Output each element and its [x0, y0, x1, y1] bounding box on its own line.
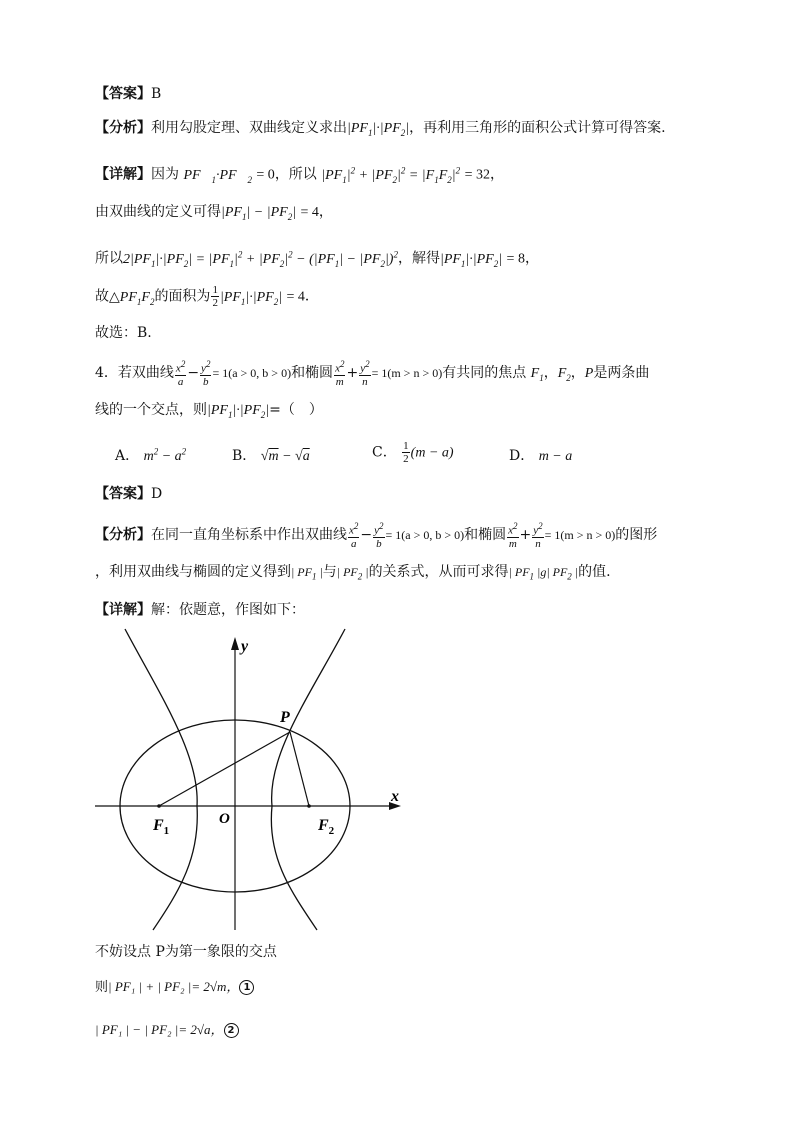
option-a[interactable]: [115, 445, 186, 465]
q4-stem-line1: 4．若双曲线 $\frac{x^2}{a}$ − $\frac{y^2}{b}$ = 1(a > 0, b > 0)和椭圆 $\frac{x^2}{m}$ + $\frac{y^2}{n}$ = 1(m > n > 0)有共同的焦点 $F_1$，$F_2$，P是两条曲: [95, 359, 650, 388]
q3-line3-eq: = 8，: [506, 251, 539, 267]
q4-number: 4．: [95, 364, 118, 381]
frac-x2a: $\frac{x^2}{a}$: [175, 359, 186, 388]
detail-label: 【详解】: [95, 166, 151, 183]
q3-line4-mid: 的面积为: [154, 288, 211, 305]
q4-eq1-pre: 则: [95, 980, 109, 995]
option-b-math: √m − √a: [260, 449, 310, 464]
q4-answer: D: [151, 486, 163, 502]
option-c[interactable]: [372, 440, 454, 465]
math-pf1: | $PF_1$ |: [291, 565, 323, 582]
label-origin: O: [219, 811, 230, 827]
analysis-label-2: 【分析】: [95, 526, 151, 543]
q4-blank: =（ ）: [269, 402, 323, 418]
q4-eq2-line: [95, 1020, 239, 1041]
q4-analysis-a: ，利用双曲线与椭圆的定义得到: [95, 564, 291, 580]
q3-line3-text: 所以: [95, 250, 123, 267]
math-pf1-pf2: $|PF_1|\cdot|PF_2|$: [347, 121, 410, 138]
label-f1: $F_1$: [153, 817, 170, 837]
circled-mark-1: 1: [239, 980, 254, 995]
q3-line2-eq: = 4，: [300, 205, 333, 220]
label-p: P: [280, 709, 290, 726]
math-q4-product: $|PF_1|\cdot|PF_2|$: [207, 403, 270, 420]
q4-analysis-line2: [95, 562, 611, 586]
q3-analysis-text: 利用勾股定理、双曲线定义求出: [151, 120, 347, 136]
q3-so: ，所以: [274, 166, 317, 183]
focus-f1-point: [157, 804, 161, 808]
math-diff: $|PF_1| - |PF_2|$: [221, 205, 297, 222]
answer-label: 【答案】: [95, 86, 151, 102]
q4-analysis-and: 和椭圆: [464, 526, 507, 543]
label-x: x: [391, 788, 399, 805]
option-a-label: A．: [115, 448, 140, 464]
q4-detail-line: [95, 600, 305, 620]
hyperbola-left-branch: [125, 629, 197, 930]
q3-answer: B: [151, 86, 162, 102]
option-c-frac: $\frac{1}{2}$: [403, 440, 409, 465]
answer-label-2: 【答案】: [95, 486, 151, 502]
q3-line4-text: 故: [95, 288, 109, 305]
y-axis-arrow: [231, 637, 239, 650]
q3-line3-solve: ，解得: [397, 250, 440, 267]
label-f2: $F_2$: [318, 817, 335, 837]
option-d-label: D．: [509, 448, 535, 464]
label-y: y: [241, 638, 249, 655]
q4-stem-pre: 若双曲线: [117, 364, 174, 381]
option-b[interactable]: [232, 445, 310, 465]
conic-figure: [95, 625, 415, 933]
frac2-y2b: $\frac{y^2}{b}$: [374, 521, 384, 550]
math-product: $|PF_1|\cdot|PF_2|$: [439, 251, 503, 269]
q3-analysis-text-end: ，再利用三角形的面积公式计算可得答案.: [409, 120, 666, 136]
math-product2: $|PF_1|\cdot|PF_2|$: [219, 289, 283, 307]
detail-label-2: 【详解】: [95, 602, 151, 618]
q3-analysis-line: [95, 118, 666, 143]
q3-answer-line: [95, 84, 161, 104]
circled-mark-2: 2: [224, 1023, 239, 1038]
q3-line2-text: 由双曲线的定义可得: [95, 204, 221, 220]
math-p: P: [584, 365, 594, 381]
q4-analysis-shape: 的图形: [615, 526, 658, 543]
q4-analysis-hyper-cond: = 1(a > 0, b > 0): [385, 527, 465, 542]
frac-x2m: $\frac{x^2}{m}$: [335, 359, 345, 388]
math-triangle: $\triangle PF_1F_2$: [109, 289, 155, 307]
frac2-x2a: $\frac{x^2}{a}$: [349, 521, 359, 550]
q4-analysis-pre: 在同一直角坐标系中作出双曲线: [151, 526, 347, 543]
analysis-label: 【分析】: [95, 120, 151, 136]
q4-analysis-c: 的关系式，从而可求得: [368, 564, 509, 580]
frac2-y2n: $\frac{y^2}{n}$: [533, 521, 543, 550]
q3-detail-line3: [95, 244, 539, 273]
q3-line4-eq: = 4．: [286, 289, 319, 305]
option-d-math: m − a: [538, 449, 573, 464]
q4-ellipse-cond: = 1(m > n > 0): [371, 365, 443, 380]
q4-stem-p: 是两条曲: [593, 364, 650, 381]
q4-analysis-ellipse-cond: = 1(m > n > 0): [544, 527, 616, 542]
q4-assume: 不妨设点 P为第一象限的交点: [95, 944, 277, 960]
q4-eq1: | PF₁ | + | PF₂ |= 2√m，: [108, 979, 240, 994]
math-pf1pf2: | $PF_1$ |g| $PF_2$ |: [508, 565, 579, 582]
math-identity: $2|PF_1|\cdot|PF_2| = |PF_1|^2 + |PF_2|^2 - (|PF_1| - |PF_2|)^2$: [123, 249, 398, 269]
q3-because: 因为: [151, 166, 179, 183]
q4-analysis-line1: 【分析】在同一直角坐标系中作出双曲线 $\frac{x^2}{a}$ − $\frac{y^2}{b}$ = 1(a > 0, b > 0)和椭圆 $\frac{x^2}{m}$ + $\frac{y^2}{n}$ = 1(m > n > 0)的图形: [95, 521, 658, 550]
q4-and: 和椭圆: [291, 364, 334, 381]
q4-eq2: | PF₁ | − | PF₂ |= 2√a，: [95, 1022, 224, 1037]
option-a-math: $m^2 - a^2$: [143, 446, 187, 464]
math-f1: $F_1$: [530, 365, 544, 383]
segment-pf1: [159, 732, 290, 806]
q3-eq32: = 32，: [464, 167, 504, 183]
frac-y2b: $\frac{y^2}{b}$: [201, 359, 211, 388]
q4-analysis-d: 的值.: [578, 564, 611, 580]
q3-detail-line2: [95, 202, 333, 227]
q4-stem-line2: [95, 400, 323, 425]
q3-detail-line1: [95, 160, 504, 189]
option-c-math: (m − a): [410, 445, 454, 461]
q4-stem-mid: 有共同的焦点: [442, 364, 527, 381]
q3-choice: 故选：B.: [95, 325, 152, 341]
q3-detail-line4: [95, 284, 319, 311]
option-c-label: C．: [372, 444, 397, 461]
q4-detail-text: 解：依题意，作图如下：: [151, 602, 305, 618]
math-sum-squares: $|PF_1|^2 + |PF_2|^2 = |F_1F_2|^2$: [321, 165, 461, 185]
frac-half: $\frac{1}{2}$: [212, 284, 218, 309]
segment-pf2: [290, 732, 309, 806]
q4-answer-line: [95, 484, 162, 504]
math-f2: $F_2$: [557, 365, 571, 383]
q4-analysis-b: 与: [322, 564, 337, 580]
q4-stem-line2-text: 线的一个交点，则: [95, 402, 207, 418]
option-d[interactable]: [509, 445, 572, 465]
option-b-label: B．: [232, 448, 257, 464]
focus-f2-point: [307, 804, 311, 808]
q4-hyper-cond: = 1(a > 0, b > 0): [212, 365, 292, 380]
frac-y2n: $\frac{y^2}{n}$: [360, 359, 370, 388]
frac2-x2m: $\frac{x^2}{m}$: [508, 521, 518, 550]
q3-eq0: = 0: [256, 167, 275, 183]
q4-eq1-line: [95, 977, 254, 998]
math-vectors: $PF⃗_1\cdot PF⃗_2$: [183, 167, 252, 185]
math-pf2: | $PF_2$ |: [336, 565, 369, 582]
